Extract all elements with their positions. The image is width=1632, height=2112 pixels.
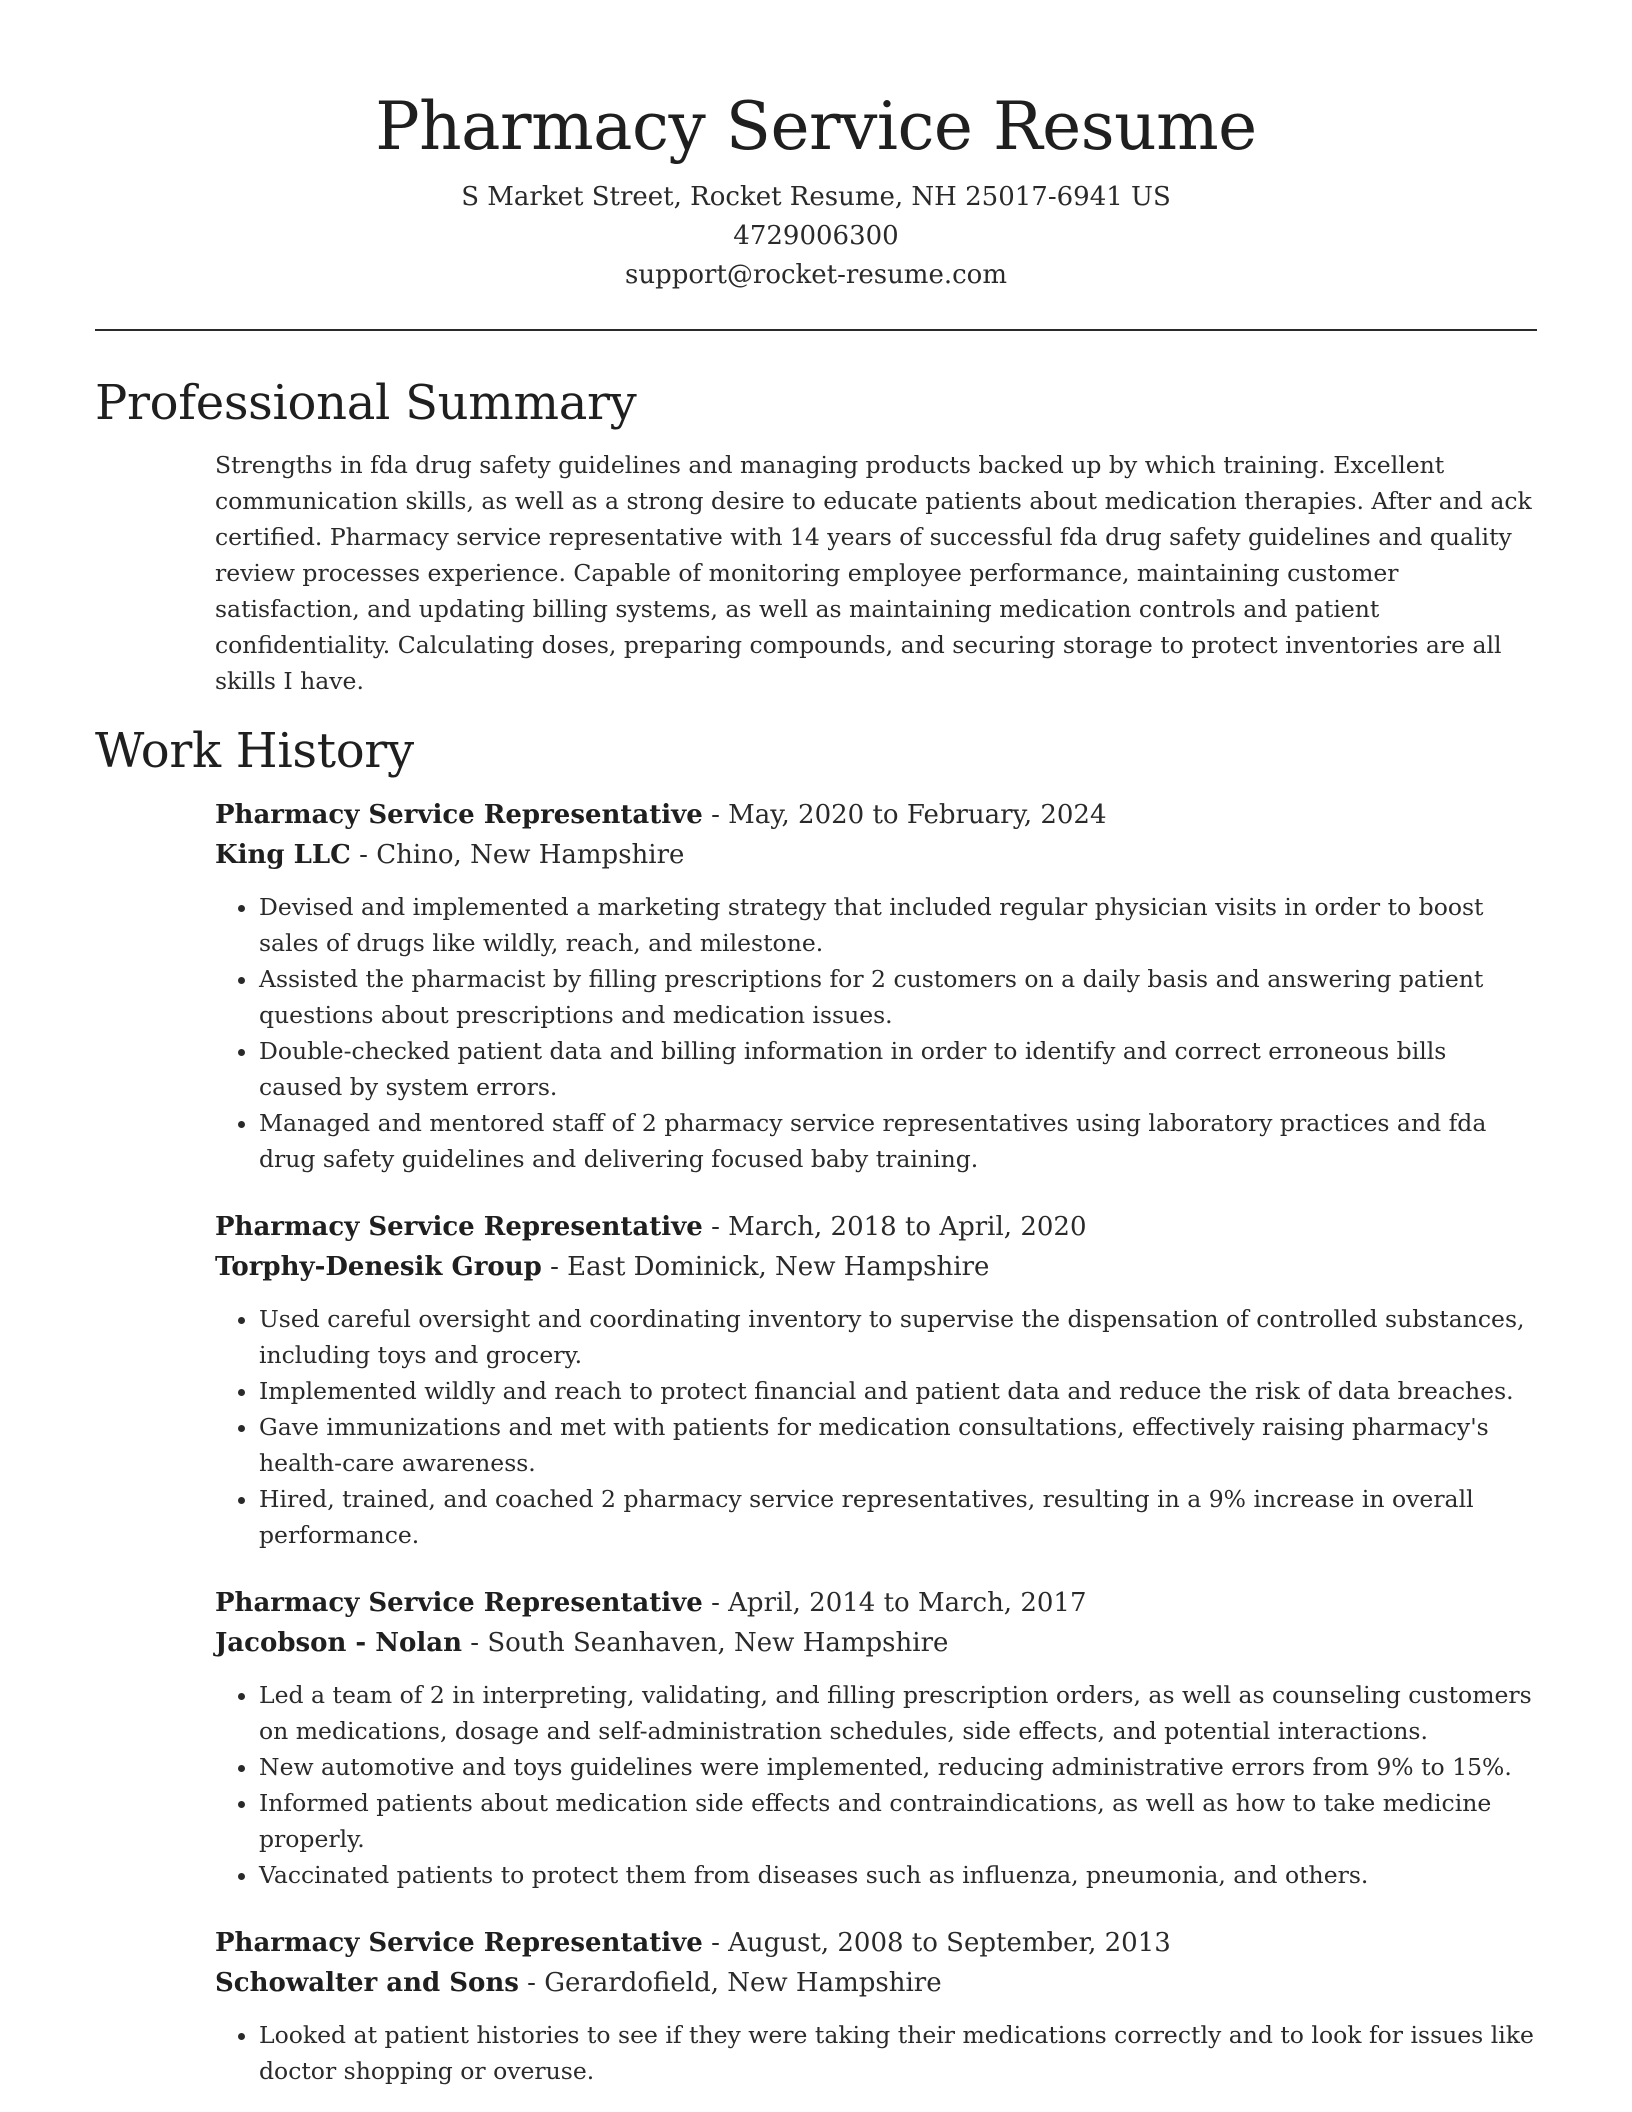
job-duty: • Used careful oversight and coordinating inventory to supervise the dispensation of controlled substances, including toys and grocery.	[259, 1301, 1537, 1373]
job-duties-list	[215, 2017, 1537, 2089]
job-location: - South Seanhaven, New Hampshire	[462, 1628, 949, 1658]
job-title: Pharmacy Service Representative	[215, 800, 703, 830]
job-duty: • New automotive and toys guidelines were implemented, reducing administrative errors from 9% to 15%.	[259, 1749, 1537, 1785]
job-dates: - May, 2020 to February, 2024	[702, 800, 1107, 830]
job-title: Pharmacy Service Representative	[215, 1588, 703, 1618]
job-dates: - April, 2014 to March, 2017	[702, 1588, 1087, 1618]
job-company: King LLC	[215, 840, 351, 870]
contact-email: support@rocket-resume.com	[624, 260, 1007, 290]
summary-heading: Professional Summary	[95, 375, 637, 431]
job-duty: • Led a team of 2 in interpreting, validating, and filling prescription orders, as well as counseling customers on medications, dosage and self-administration schedules, side effects, and potential interactions.	[259, 1677, 1537, 1749]
job-company: Torphy-Denesik Group	[215, 1252, 542, 1282]
job-entry	[215, 1207, 1537, 1553]
job-duties-list	[215, 889, 1537, 1177]
job-location: - Chino, New Hampshire	[350, 840, 685, 870]
job-title-line	[215, 1207, 1537, 1247]
contact-block	[95, 178, 1537, 295]
work-history-heading: Work History	[95, 723, 414, 779]
job-company-line	[215, 835, 1537, 875]
job-duty: • Managed and mentored staff of 2 pharmacy service representatives using laboratory practices and fda drug safety guidelines and delivering focused baby training.	[259, 1105, 1537, 1177]
job-duty: • Hired, trained, and coached 2 pharmacy service representatives, resulting in a 9% increase in overall performance.	[259, 1481, 1537, 1553]
job-duty: • Assisted the pharmacist by filling prescriptions for 2 customers on a daily basis and answering patient questions about prescriptions and medication issues.	[259, 961, 1537, 1033]
job-title-line	[215, 1583, 1537, 1623]
job-duty: • Devised and implemented a marketing strategy that included regular physician visits in order to boost sales of drugs like wildly, reach, and milestone.	[259, 889, 1537, 961]
job-location: - East Dominick, New Hampshire	[541, 1252, 990, 1282]
job-duty: • Gave immunizations and met with patients for medication consultations, effectively raising pharmacy's health-care awareness.	[259, 1409, 1537, 1481]
job-title-line	[215, 795, 1537, 835]
job-entry	[215, 1583, 1537, 1893]
header-divider	[95, 329, 1537, 331]
summary-text: Strengths in fda drug safety guidelines and managing products backed up by which training. Excellent communication skills, as well as a strong desire to educate patients about medication therapies. After and ack certified. Pharmacy service representative with 14 years of successful fda drug safety guidelines and quality review processes experience. Capable of monitoring employee performance, maintaining customer satisfaction, and updating billing systems, as well as maintaining medication controls and patient confidentiality. Calculating doses, preparing compounds, and securing storage to protect inventories are all skills I have.	[215, 451, 1532, 695]
job-company-line	[215, 1247, 1537, 1287]
contact-address: S Market Street, Rocket Resume, NH 25017-6941 US	[461, 182, 1171, 212]
job-company: Schowalter and Sons	[215, 1968, 519, 1998]
job-title: Pharmacy Service Representative	[215, 1212, 703, 1242]
job-entry	[215, 795, 1537, 1177]
job-duties-list	[215, 1301, 1537, 1553]
resume-page	[95, 0, 1537, 2089]
job-company-line	[215, 1623, 1537, 1663]
job-duty: • Looked at patient histories to see if they were taking their medications correctly and to look for issues like doctor shopping or overuse.	[259, 2017, 1537, 2089]
job-title-line	[215, 1923, 1537, 1963]
job-duty: • Vaccinated patients to protect them from diseases such as influenza, pneumonia, and others.	[259, 1857, 1537, 1893]
job-dates: - August, 2008 to September, 2013	[702, 1928, 1171, 1958]
contact-phone: 4729006300	[733, 221, 899, 251]
job-dates: - March, 2018 to April, 2020	[702, 1212, 1087, 1242]
job-duty: • Double-checked patient data and billing information in order to identify and correct erroneous bills caused by system errors.	[259, 1033, 1537, 1105]
job-title: Pharmacy Service Representative	[215, 1928, 703, 1958]
job-duties-list	[215, 1677, 1537, 1893]
job-location: - Gerardofield, New Hampshire	[518, 1968, 942, 1998]
job-entry	[215, 1923, 1537, 2089]
job-duty: • Implemented wildly and reach to protect financial and patient data and reduce the risk of data breaches.	[259, 1373, 1537, 1409]
job-company-line	[215, 1963, 1537, 2003]
job-duty: • Informed patients about medication side effects and contraindications, as well as how to take medicine properly.	[259, 1785, 1537, 1857]
job-company: Jacobson - Nolan	[215, 1628, 463, 1658]
resume-title: Pharmacy Service Resume	[375, 88, 1257, 165]
